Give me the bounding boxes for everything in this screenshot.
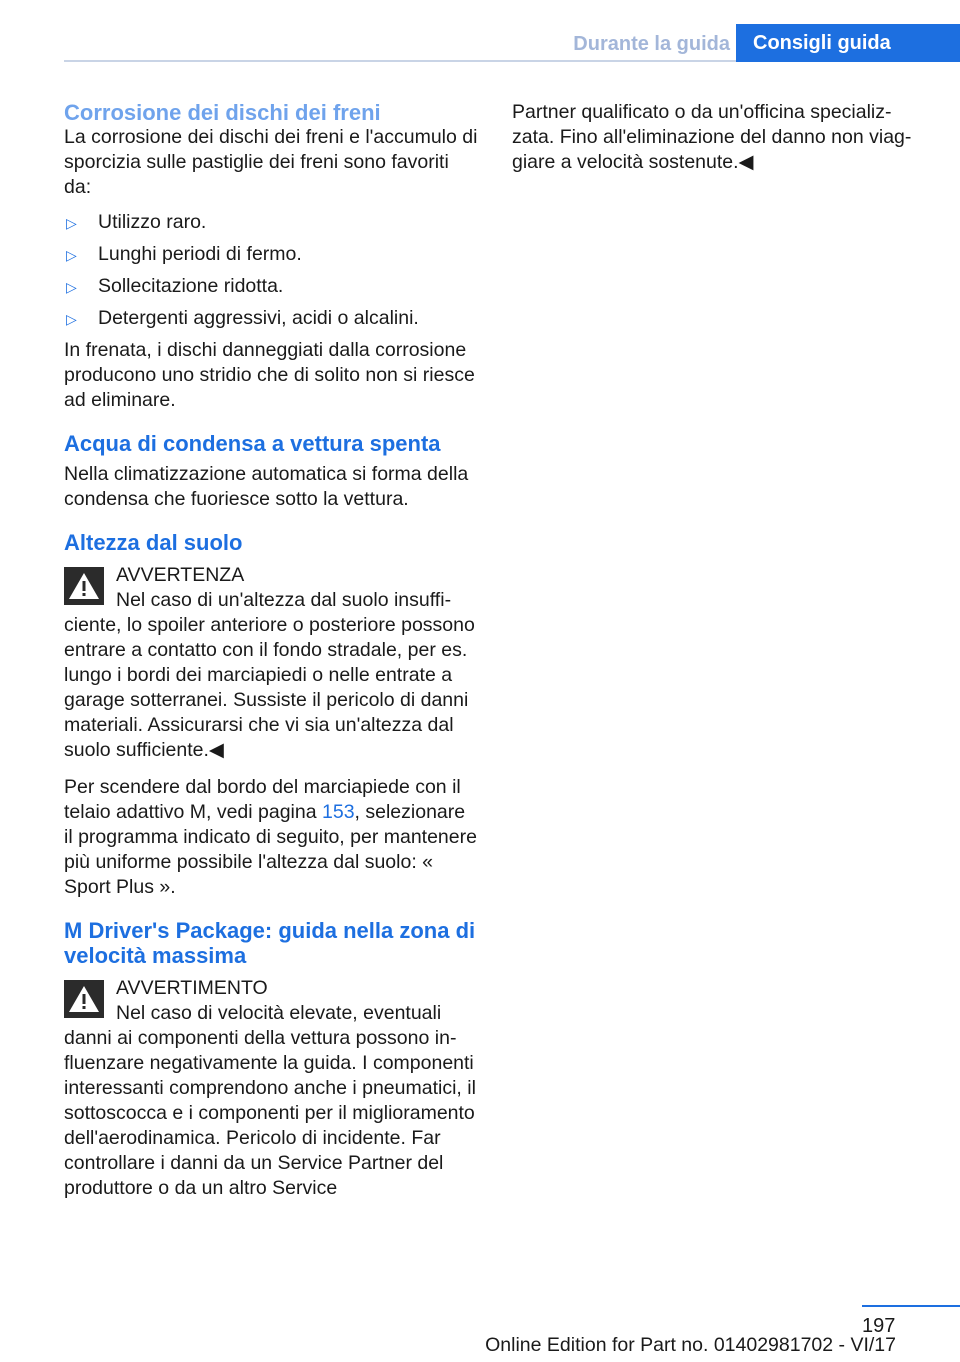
list-item: ▷ Utilizzo raro. <box>64 210 478 235</box>
warning-title: AVVERTENZA <box>116 564 245 586</box>
warning-title: AVVERTIMENTO <box>116 977 268 999</box>
warning-text: Nel caso di un'altezza dal suolo insufficiente, lo spoiler anteriore o posteriore possono entrare a contatto con il fondo stradale, per es. lungo i bordi dei marciapiedi o nelle entrate a garage sotterranei. Sussiste il pericolo di danni materiali. Assicurarsi che vi sia un'altezza dal suolo sufficiente.◀ <box>64 589 475 761</box>
page-number: 197 <box>862 1315 896 1337</box>
bullet-list <box>64 210 478 331</box>
triangle-right-icon: ▷ <box>66 311 77 327</box>
warning-block-clearance <box>64 563 478 763</box>
edition-note: Online Edition for Part no. 01402981702 - VI/17 <box>485 1334 896 1356</box>
list-item: ▷ Lunghi periodi di fermo. <box>64 242 478 267</box>
triangle-right-icon: ▷ <box>66 279 77 295</box>
paragraph-corrosion-noise: In frenata, i dischi danneggiati dalla corrosione producono uno stridio che di solito non si riesce ad eliminare. <box>64 339 475 411</box>
warning-text: Nel caso di velocità elevate, eventuali danni ai componenti della vettura possono influenzare negativamente la guida. I componenti interessanti comprendono anche i pneumatici, il sottoscocca e i componenti per il miglioramento dell'aerodinamica. Pericolo di incidente. Far controllare i danni da un Service Partner del produttore o da un altro Service <box>64 1002 476 1199</box>
left-column <box>64 100 478 1201</box>
paragraph-corrosion-intro: La corrosione dei dischi dei freni e l'accumulo di sporcizia sulle pastiglie dei freni sono favoriti da: <box>64 126 478 198</box>
heading-ground-clearance: Altezza dal suolo <box>64 530 243 555</box>
header-chapter-tab: Consigli guida <box>736 24 960 62</box>
right-column <box>512 100 922 175</box>
paragraph-curb-descent: Per scendere dal bordo del marciapiede con il telaio adattivo M, vedi pagina 153, selezionare il programma indicato di seguito, per mantenere più uniforme possibile l'altezza dal suolo: « Sport Plus ». <box>64 776 477 898</box>
heading-brake-disc-corrosion: Corrosione dei dischi dei freni <box>64 100 381 125</box>
heading-condensation: Acqua di condensa a vettura spenta <box>64 431 441 456</box>
triangle-right-icon: ▷ <box>66 247 77 263</box>
footer-rule <box>862 1305 960 1307</box>
warning-triangle-icon <box>64 980 104 1018</box>
page-reference-link[interactable]: 153 <box>322 801 355 823</box>
triangle-right-icon: ▷ <box>66 215 77 231</box>
warning-triangle-icon <box>64 567 104 605</box>
paragraph-condensation: Nella climatizzazione automatica si forma della condensa che fuoriesce sotto la vettura. <box>64 463 469 510</box>
heading-m-drivers-package: M Driver's Package: guida nella zona di velocità massima <box>64 918 476 968</box>
header-section-label: Durante la guida <box>573 33 730 55</box>
list-item: ▷ Sollecitazione ridotta. <box>64 274 478 299</box>
warning-block-speed <box>64 976 478 1201</box>
paragraph-continuation: Partner qualificato o da un'officina specializzata. Fino all'eliminazione del danno non viaggiare a velocità sostenute.◀ <box>512 101 912 173</box>
list-item: ▷ Detergenti aggressivi, acidi o alcalini. <box>64 306 478 331</box>
